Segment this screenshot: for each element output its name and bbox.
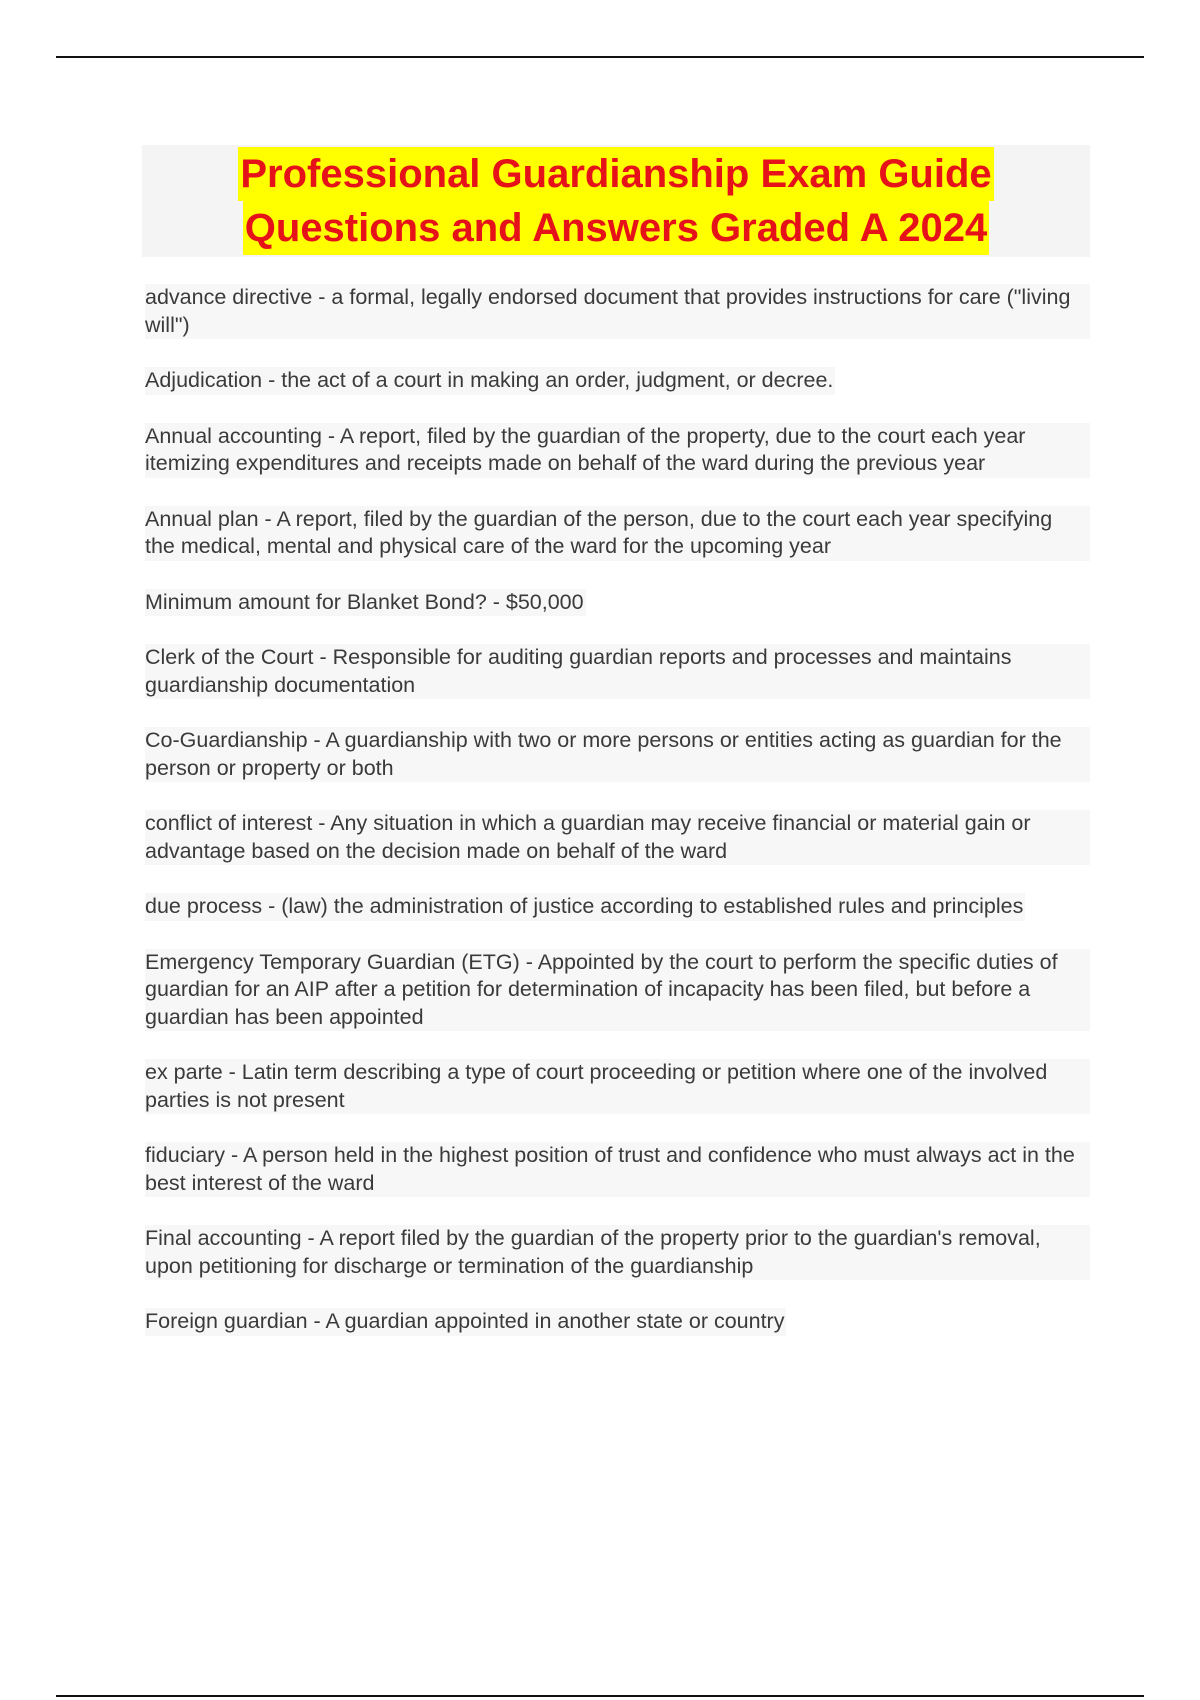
glossary-entry: Annual plan - A report, filed by the guardian of the person, due to the court each year specifying the medical, mental and physical care of the ward for the upcoming year xyxy=(145,506,1090,561)
glossary-entry: Co-Guardianship - A guardianship with two or more persons or entities acting as guardian for the person or property or both xyxy=(145,727,1090,782)
title-block xyxy=(142,145,1090,257)
glossary-entry: Minimum amount for Blanket Bond? - $50,000 xyxy=(145,589,586,617)
glossary-entry: Emergency Temporary Guardian (ETG) - Appointed by the court to perform the specific duties of guardian for an AIP after a petition for determination of incapacity has been filed, but before a guardian has been appointed xyxy=(145,949,1090,1032)
glossary-entry: ex parte - Latin term describing a type of court proceeding or petition where one of the involved parties is not present xyxy=(145,1059,1090,1114)
footer-rule xyxy=(56,1695,1144,1697)
header-rule xyxy=(56,56,1144,58)
glossary-list xyxy=(145,284,1090,1364)
document-title-line-2: Questions and Answers Graded A 2024 xyxy=(243,201,989,255)
glossary-entry: Adjudication - the act of a court in making an order, judgment, or decree. xyxy=(145,367,835,395)
document-title-line-1: Professional Guardianship Exam Guide xyxy=(238,147,993,201)
glossary-entry: Annual accounting - A report, filed by the guardian of the property, due to the court each year itemizing expenditures and receipts made on behalf of the ward during the previous year xyxy=(145,423,1090,478)
glossary-entry: advance directive - a formal, legally endorsed document that provides instructions for care ("living will") xyxy=(145,284,1090,339)
glossary-entry: fiduciary - A person held in the highest position of trust and confidence who must always act in the best interest of the ward xyxy=(145,1142,1090,1197)
glossary-entry: Final accounting - A report filed by the guardian of the property prior to the guardian's removal, upon petitioning for discharge or termination of the guardianship xyxy=(145,1225,1090,1280)
glossary-entry: due process - (law) the administration of justice according to established rules and principles xyxy=(145,893,1025,921)
glossary-entry: Clerk of the Court - Responsible for auditing guardian reports and processes and maintains guardianship documentation xyxy=(145,644,1090,699)
glossary-entry: conflict of interest - Any situation in which a guardian may receive financial or material gain or advantage based on the decision made on behalf of the ward xyxy=(145,810,1090,865)
glossary-entry: Foreign guardian - A guardian appointed in another state or country xyxy=(145,1308,786,1336)
